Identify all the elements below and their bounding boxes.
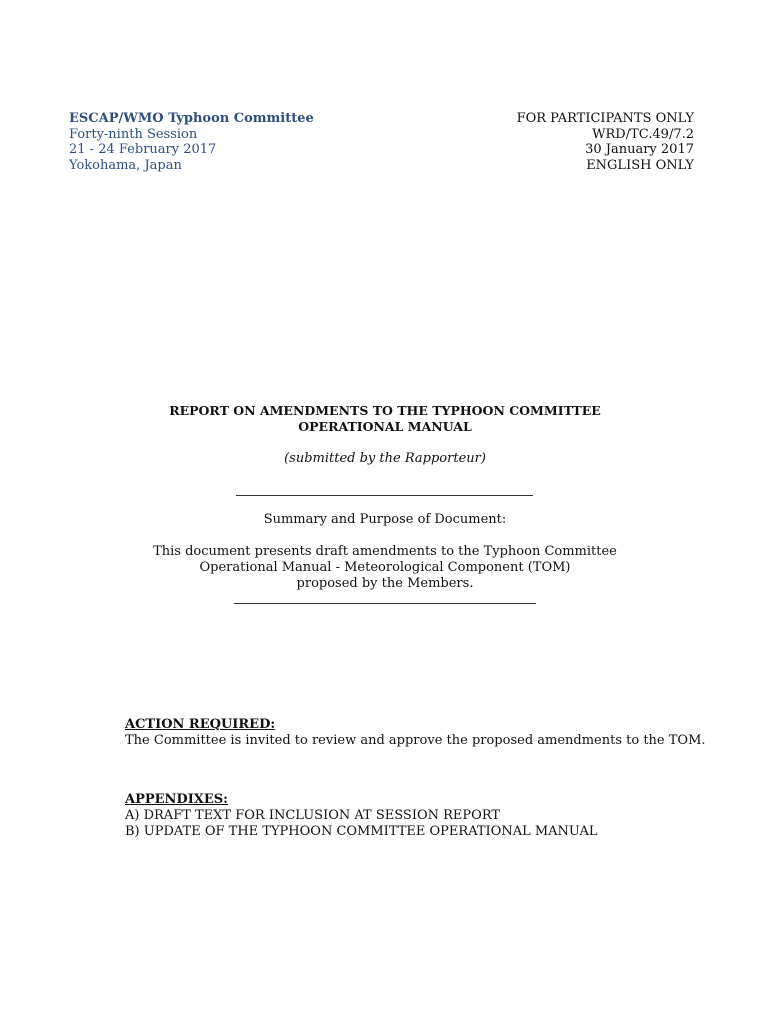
summary-body [0, 544, 770, 592]
appendixes-heading: APPENDIXES: [125, 792, 228, 807]
appendix-item: B) UPDATE OF THE TYPHOON COMMITTEE OPERATIONAL MANUAL [125, 824, 598, 839]
document-number: WRD/TC.49/7.2 [592, 126, 694, 142]
title-line-2: OPERATIONAL MANUAL [298, 419, 472, 434]
header-right-block [517, 111, 694, 173]
committee-name: ESCAP/WMO Typhoon Committee [69, 111, 314, 126]
appendix-item: A) DRAFT TEXT FOR INCLUSION AT SESSION REPORT [125, 808, 501, 823]
session-name: Forty-ninth Session [69, 126, 198, 142]
divider-bottom [234, 603, 536, 604]
session-location: Yokohama, Japan [69, 157, 182, 173]
submitted-by: (submitted by the Rapporteur) [284, 451, 486, 466]
summary-line-3: proposed by the Members. [296, 576, 474, 591]
action-required-text: The Committee is invited to review and approve the proposed amendments to the TOM. [125, 733, 706, 748]
action-required-heading: ACTION REQUIRED: [125, 717, 276, 732]
header-left-block [69, 111, 314, 173]
document-date: 30 January 2017 [585, 142, 694, 158]
summary-line-1: This document presents draft amendments to the Typhoon Committee [153, 544, 617, 559]
session-dates: 21 - 24 February 2017 [69, 142, 217, 158]
document-title [0, 403, 770, 435]
divider-top [236, 495, 533, 496]
title-line-1: REPORT ON AMENDMENTS TO THE TYPHOON COMMITTEE [169, 403, 601, 418]
appendixes-section [125, 792, 598, 840]
summary-heading: Summary and Purpose of Document: [263, 512, 507, 527]
language-label: ENGLISH ONLY [586, 157, 694, 173]
distribution-label: FOR PARTICIPANTS ONLY [516, 111, 694, 126]
action-required-section [125, 717, 706, 749]
summary-line-2: Operational Manual - Meteorological Component (TOM) [199, 560, 571, 575]
